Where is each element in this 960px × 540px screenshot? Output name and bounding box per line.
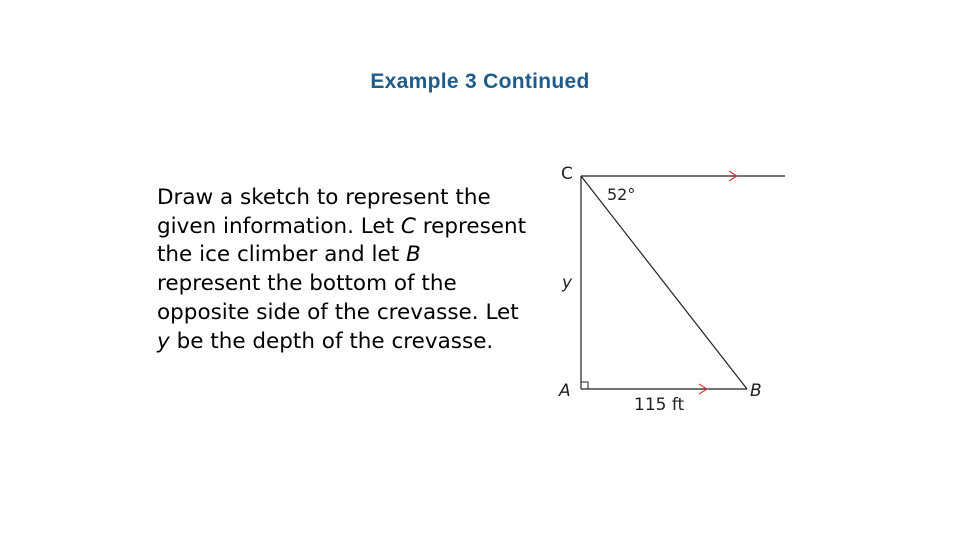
label-c: C bbox=[561, 164, 573, 184]
base-length-label: 115 ft bbox=[634, 395, 685, 415]
hypotenuse-cb bbox=[581, 176, 747, 389]
variable-c: C bbox=[400, 213, 416, 239]
right-angle-marker bbox=[581, 382, 588, 389]
triangle-diagram bbox=[545, 150, 795, 420]
label-y: y bbox=[562, 273, 573, 293]
label-b: B bbox=[750, 381, 762, 401]
instruction-part-1: Draw a sketch to represent the given information. Let bbox=[157, 185, 491, 239]
instruction-part-4: be the depth of the crevasse. bbox=[169, 328, 494, 354]
instruction-part-3: represent the bottom of the opposite side of the crevasse. Let bbox=[157, 271, 519, 325]
angle-label: 52° bbox=[607, 185, 636, 204]
label-a: A bbox=[559, 381, 571, 401]
instruction-part-2: represent the ice climber and let bbox=[157, 213, 527, 268]
slide-title: Example 3 Continued bbox=[370, 70, 590, 93]
variable-y: y bbox=[157, 328, 170, 354]
instruction-text bbox=[157, 184, 527, 356]
variable-b: B bbox=[405, 242, 421, 268]
